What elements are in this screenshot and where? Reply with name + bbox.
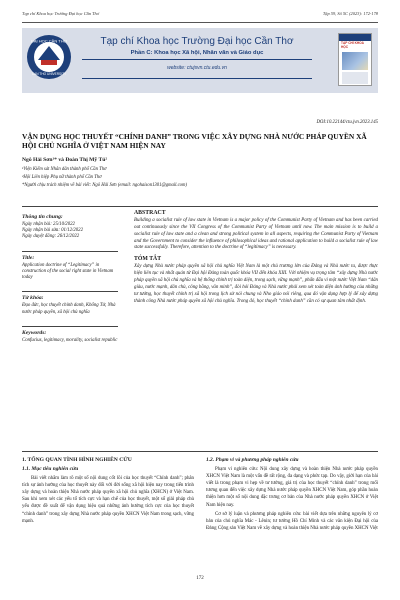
date-accepted: Ngày duyệt đăng: 26/12/2022 xyxy=(22,234,80,240)
subsection-heading-1-1: 1.1. Mục tiêu nghiên cứu xyxy=(22,465,79,472)
running-header xyxy=(22,11,378,23)
cover-header-bar xyxy=(339,34,371,41)
subsection-heading-1-2: 1.2. Phạm vi và phương pháp nghiên cứu xyxy=(206,457,299,463)
banner-divider-bottom xyxy=(82,78,312,79)
abstract-heading: ABSTRACT xyxy=(134,210,166,216)
abstract-rule xyxy=(22,451,378,452)
logo-text: ĐẠI HỌC CẦN THƠ xyxy=(30,38,68,44)
banner-title: Tạp chí Khoa học Trường Đại học Cần Thơ xyxy=(100,36,294,47)
journal-cover-thumbnail xyxy=(338,33,372,86)
abstract-body: Building a socialist rule of law state in Vietnam is a major policy of the Communist Party of Vietnam and has been carried out continuously since the VII Congress of the Communist Party of Vietnam until now. The main mission is to build a socialist rule of law state and a clean and strong political system in all aspects, requiring the Communist Party of Vietnam and the Government to consider the influence of philosophical ideas and rational application to build a socialist rule of law state successfully. Therefore, attention to the doctrine of “legitimacy” is necessary. xyxy=(134,218,378,251)
section-heading-1: 1. TỔNG QUAN TÌNH HÌNH NGHIÊN CỨU xyxy=(22,457,132,463)
authors: Ngô Hải Sơn¹* và Đoàn Thị Mỹ Tú² xyxy=(22,157,108,163)
english-keywords-block xyxy=(22,326,118,344)
journal-banner xyxy=(22,28,378,93)
english-title-heading: Title: xyxy=(22,254,35,261)
abstract-section xyxy=(134,210,378,305)
english-keywords-heading: Keywords: xyxy=(22,329,47,336)
university-logo-icon xyxy=(26,34,72,80)
body-column-left xyxy=(22,457,194,527)
corresponding-author: *Người chịu trách nhiệm về bài viết: Ngô Hải Sơn (email: ngohaison1301@gmail.com) xyxy=(22,183,187,188)
running-header-journal: Tạp chí Khoa học Trường Đại học Cần Thơ xyxy=(22,11,100,16)
affiliation-2: ²Hội Liên hiệp Phụ nữ thành phố Cần Thơ xyxy=(22,175,102,180)
banner-subtitle: Phần C: Khoa học Xã hội, Nhân văn và Giáo dục xyxy=(130,50,264,56)
article-info-heading: Thông tin chung: xyxy=(22,214,63,220)
affiliation-1: ¹Viện Kiểm sát Nhân dân thành phố Cần Thơ xyxy=(22,167,107,172)
english-title-block xyxy=(22,251,118,282)
vietnamese-keywords-block xyxy=(22,291,118,315)
vietnamese-keywords: Đạo đức, học thuyết chính danh, Khổng Tử, Nhà nước pháp quyền, xã hội chủ nghĩa xyxy=(22,303,116,315)
header-rule xyxy=(22,206,378,207)
date-revised: Ngày nhận bài sửa: 01/12/2022 xyxy=(22,228,83,234)
paper-title: VẬN DỤNG HỌC THUYẾT “CHÍNH DANH” TRONG VIỆC XÂY DỰNG NHÀ NƯỚC PHÁP QUYỀN XÃ HỘI CHỦ NGHĨA Ở VIỆT NAM HIỆN NAY xyxy=(22,132,367,151)
body-column-right xyxy=(206,457,378,534)
english-title: Application doctrine of “Legitimacy” in construction of the social right state in Vietnam today xyxy=(22,262,114,281)
article-info-sidebar xyxy=(22,211,118,349)
banner-divider xyxy=(82,59,312,60)
vietnamese-keywords-heading: Từ khóa: xyxy=(22,295,44,302)
logo-subtext: CAN THO UNIVERSITY xyxy=(31,72,67,76)
cover-title: TẠP CHÍ KHOA HỌC xyxy=(341,41,364,49)
banner-website[interactable]: website: ctujsvn.ctu.edu.vn xyxy=(167,65,227,71)
cover-image xyxy=(342,52,368,70)
tomtat-body: Xây dựng Nhà nước pháp quyền xã hội chủ nghĩa Việt Nam là một chủ trương lớn của Đảng và Nhà nước ta, được thực hiện liên tục và nhất quán từ Đại hội Đảng toàn quốc khóa VII đến khóa XIII. Với nhiệm vụ trọng tâm “xây dựng Nhà nước pháp quyền xã hội chủ nghĩa và hệ thống chính trị toàn diện, trong sạch, vững mạnh”, phấn đấu vì một nước Việt Nam “dân giàu, nước mạnh, dân chủ, công bằng, văn minh”, đòi hỏi Đảng và Nhà nước phải xem xét toàn diện ảnh hưởng của những tư tưởng, học thuyết chính trị xã hội trong lịch sử nói chung và Nho giáo nói riêng, qua đó vận dụng hợp lý để xây dựng thành công Nhà nước pháp quyền xã hội chủ nghĩa. Trong đó, học thuyết “chính danh” cần có sự quan tâm nhất định. xyxy=(134,264,378,304)
banner-text xyxy=(82,36,312,71)
doi[interactable]: DOI:10.22144/ctu.jvn.2023.145 xyxy=(316,120,378,125)
cover-footer xyxy=(342,72,368,84)
article-info xyxy=(22,211,118,241)
paragraph: Bài viết nhằm làm rõ một số nội dung cốt lõi của học thuyết “Chính danh”; phân tích sự ảnh hưởng của học thuyết này đối với đời sống xã hội hiện nay trong tiến trình xây dựng và hoàn thiện Nhà nước pháp quyền xã hội chủ nghĩa (XHCN) ở Việt Nam. Sau khi xem xét các yếu tố tích cực và hạn chế của học thuyết, một số giải pháp chủ yếu được đề xuất để vận dụng hiệu quả những ảnh hưởng tích cực của học thuyết “chính danh” trong xây dựng Nhà nước pháp quyền XHCN Việt Nam trong sạch, vững mạnh. xyxy=(22,475,194,524)
running-header-volume: Tập 59, Số 5C (2023): 172-178 xyxy=(322,11,378,16)
paragraph: Cơ sở lý luận và phương pháp nghiên cứu: bài viết dựa trên những nguyên lý cơ bản của chủ nghĩa Mác - Lênin; tư tưởng Hồ Chí Minh và các văn kiện Đại hội của Đảng Cộng sản Việt Nam về xây dựng và hoàn thiện Nhà nước pháp quyền XHCN Việt xyxy=(206,511,378,531)
tomtat-heading: TÓM TẮT xyxy=(134,256,162,263)
paragraph: Phạm vi nghiên cứu: Nội dung xây dựng và hoàn thiện Nhà nước pháp quyền XHCN Việt Nam là một vấn đề rất rộng, đa dạng và phức tạp. Do vậy, giới hạn của bài viết là trong phạm vi hẹp về tư tưởng, giá trị của học thuyết “chính danh” trong mối tương quan đến việc xây dựng Nhà nước pháp quyền XHCN Việt Nam, góp phần hoàn thiện hơn một số nội dung đặc trưng cơ bản của Nhà nước pháp quyền XHCN ở Việt Nam hiện nay. xyxy=(206,467,378,508)
page-number: 172 xyxy=(196,576,204,581)
english-keywords: Confucius, legitimacy, morality, socialist republic xyxy=(22,337,118,343)
date-received: Ngày nhận bài: 25/10/2022 xyxy=(22,222,75,227)
